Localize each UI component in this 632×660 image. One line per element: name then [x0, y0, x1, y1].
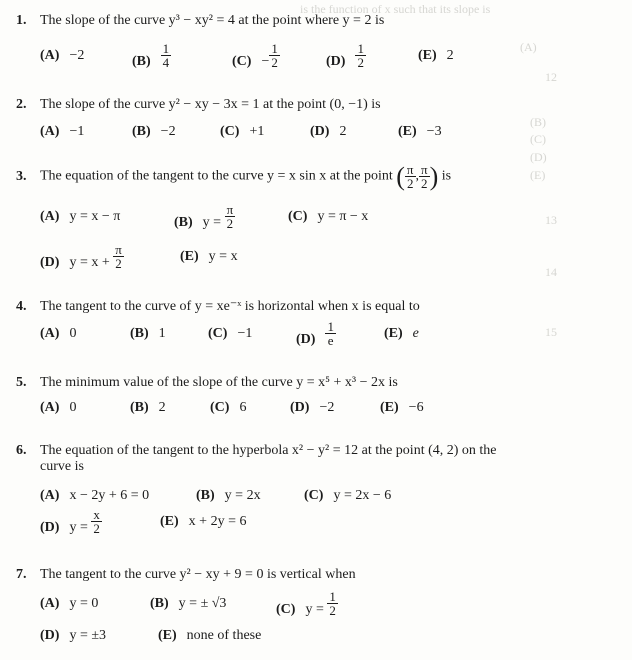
- bleed-through-text: (E): [530, 168, 546, 182]
- fraction: $\frac{\pi}{2}$: [115, 242, 122, 271]
- option-b[interactable]: (B) 2: [130, 400, 166, 415]
- option-a[interactable]: (A) 0: [40, 400, 77, 415]
- option-e[interactable]: (E) −6: [380, 400, 424, 415]
- question-number: 2.: [16, 97, 27, 112]
- bleed-through-text: 15: [545, 325, 557, 339]
- option-e[interactable]: (E) none of these: [158, 628, 262, 643]
- question-stem: [16, 298, 420, 315]
- option-d[interactable]: (D) $\frac{1}{e}$: [296, 319, 334, 348]
- option-e[interactable]: (E) x + 2y = 6: [160, 514, 247, 529]
- question-text: The tangent to the curve of y = xe⁻ˣ is horizontal when x is equal to: [40, 299, 420, 314]
- question-stem: 3. The equation of the tangent to the curve y = x sin x at the point ( $\frac{\pi}{2}$ , $\frac{\pi}{2}$ ) is: [16, 161, 452, 191]
- option-b[interactable]: (B) 1: [130, 326, 166, 341]
- option-e[interactable]: (E) y = x: [180, 249, 238, 264]
- bleed-through-text: (D): [530, 150, 547, 164]
- question-text-tail: is: [441, 168, 452, 184]
- option-c[interactable]: (C) +1: [220, 124, 265, 139]
- option-a[interactable]: (A) y = x − π: [40, 209, 121, 224]
- fraction: $\frac{1}{e}$: [327, 319, 334, 348]
- option-a[interactable]: (A) x − 2y + 6 = 0: [40, 488, 150, 503]
- question-text-line2: curve is: [40, 459, 84, 474]
- fraction: $\frac{\pi}{2}$: [226, 202, 234, 231]
- option-b[interactable]: (B) y = ± √3: [150, 596, 227, 611]
- bleed-through-text: (B): [530, 115, 546, 129]
- fraction: $\frac{x}{2}$: [93, 507, 100, 536]
- bleed-through-text: (A): [520, 40, 537, 54]
- option-e[interactable]: (E) e: [384, 326, 419, 341]
- question-number: 7.: [16, 567, 27, 582]
- option-b[interactable]: (B) y = $\frac{\pi}{2}$: [174, 202, 234, 231]
- bleed-through-text: 12: [545, 70, 557, 84]
- question-text: The slope of the curve y² − xy − 3x = 1 at the point (0, −1) is: [40, 97, 381, 112]
- bleed-through-text: 13: [545, 213, 557, 227]
- question-stem: [16, 374, 398, 391]
- question-number: 5.: [16, 375, 27, 390]
- option-d[interactable]: (D) −2: [290, 400, 335, 415]
- fraction: $\frac{1}{2}$: [357, 41, 364, 70]
- option-d[interactable]: (D) y = x + $\frac{\pi}{2}$: [40, 242, 122, 271]
- question-number: 4.: [16, 299, 27, 314]
- question-stem: [16, 12, 384, 29]
- option-b[interactable]: (B) $\frac{1}{4}$: [132, 41, 170, 70]
- question-number: 3.: [16, 168, 27, 184]
- option-e[interactable]: (E) 2: [418, 48, 454, 63]
- bleed-through-text: is the function of x such that its slope is: [300, 2, 491, 16]
- option-c[interactable]: (C) y = 2x − 6: [304, 488, 392, 503]
- option-c[interactable]: (C) −1: [208, 326, 253, 341]
- option-e[interactable]: (E) −3: [398, 124, 442, 139]
- close-paren: ): [429, 161, 439, 191]
- question-number: 1.: [16, 13, 27, 28]
- option-b[interactable]: (B) y = 2x: [196, 488, 261, 503]
- option-d[interactable]: (D) $\frac{1}{2}$: [326, 41, 364, 70]
- question-number: 6.: [16, 443, 27, 458]
- option-a[interactable]: (A) −2: [40, 48, 85, 63]
- question-stem: [16, 96, 381, 113]
- option-d[interactable]: (D) y = ±3: [40, 628, 107, 643]
- question-stem: [16, 442, 497, 459]
- fraction: $\frac{\pi}{2}$: [406, 162, 414, 191]
- question-stem: [16, 566, 356, 583]
- fraction: $\frac{1}{2}$: [329, 589, 336, 618]
- option-c[interactable]: (C) 6: [210, 400, 247, 415]
- question-text: The minimum value of the slope of the curve y = x⁵ + x³ − 2x is: [40, 375, 398, 390]
- question-text: The slope of the curve y³ − xy² = 4 at the point where y = 2 is: [40, 13, 385, 28]
- fraction: $\frac{1}{4}$: [162, 41, 170, 70]
- question-text: The equation of the tangent to the hyperbola x² − y² = 12 at the point (4, 2) on the: [40, 443, 497, 458]
- option-d[interactable]: (D) y = $\frac{x}{2}$: [40, 507, 100, 536]
- question-text: The tangent to the curve y² − xy + 9 = 0 is vertical when: [40, 567, 356, 582]
- question-text: The equation of the tangent to the curve y = x sin x at the point: [40, 168, 393, 184]
- option-c[interactable]: (C) − $\frac{1}{2}$: [232, 41, 278, 70]
- option-a[interactable]: (A) 0: [40, 326, 77, 341]
- fraction: $\frac{\pi}{2}$: [421, 162, 428, 191]
- option-b[interactable]: (B) −2: [132, 124, 176, 139]
- option-a[interactable]: (A) y = 0: [40, 596, 99, 611]
- option-c[interactable]: (C) y = π − x: [288, 209, 369, 224]
- option-a[interactable]: (A) −1: [40, 124, 85, 139]
- option-d[interactable]: (D) 2: [310, 124, 347, 139]
- option-c[interactable]: (C) y = $\frac{1}{2}$: [276, 589, 336, 618]
- bleed-through-text: 14: [545, 265, 557, 279]
- fraction: $\frac{1}{2}$: [271, 41, 278, 70]
- open-paren: (: [396, 161, 405, 191]
- bleed-through-text: (C): [530, 132, 546, 146]
